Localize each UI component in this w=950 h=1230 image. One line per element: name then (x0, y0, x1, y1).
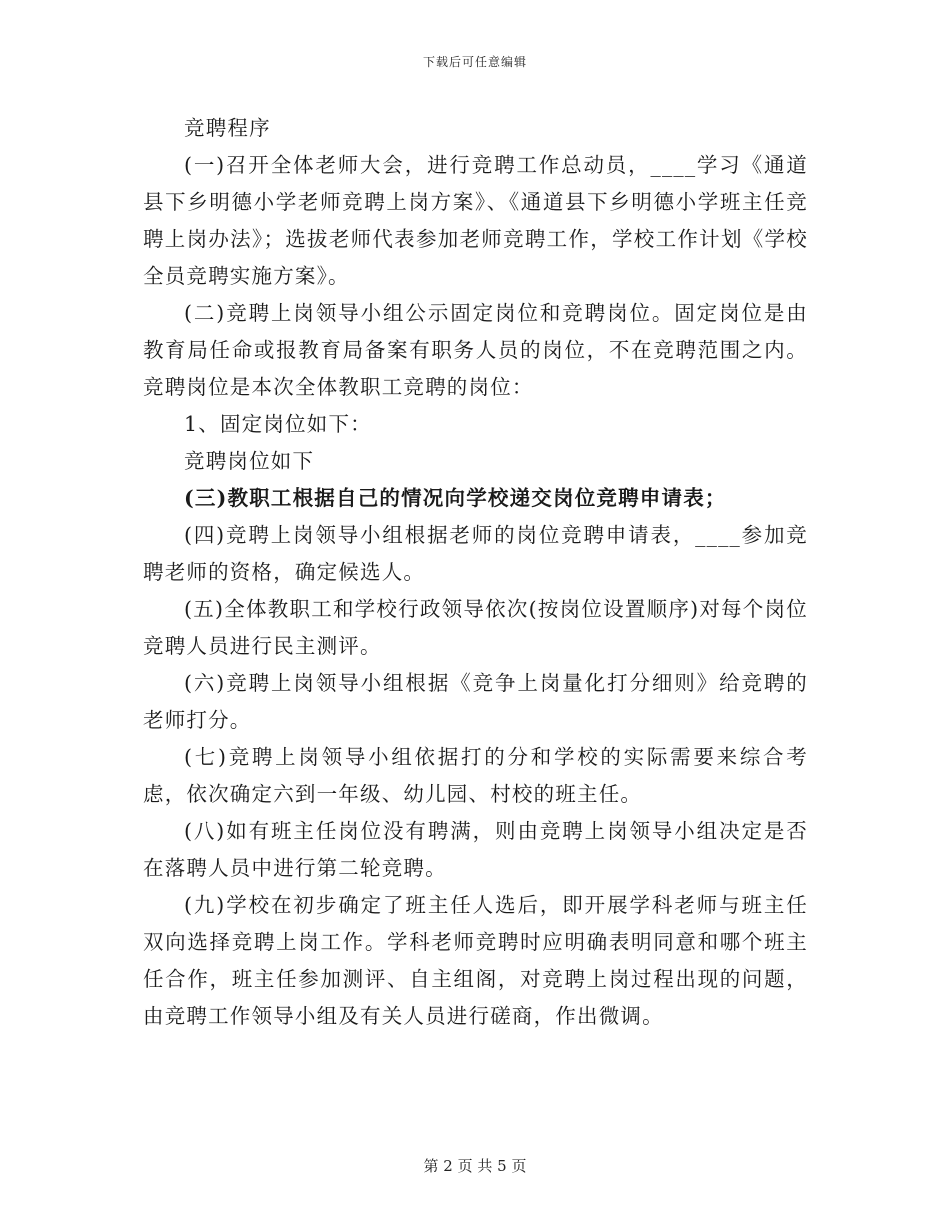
document-body (143, 110, 808, 1035)
paragraph-fixed-posts: 1、固定岗位如下： (184, 412, 372, 436)
page-number: 第 2 页 共 5 页 (423, 1157, 527, 1175)
paragraph-step-3: (三)教职工根据自己的情况向学校递交岗位竞聘申请表； (184, 486, 727, 510)
paragraph-step-9: (九)学校在初步确定了班主任人选后，即开展学科老师与班主任双向选择竞聘上岗工作。学科老师竞聘时应明确表明同意和哪个班主任合作，班主任参加测评、自主组阁，对竞聘上岗过程出现的问题，由竞聘工作领导小组及有关人员进行磋商，作出微调。 (143, 893, 808, 1028)
paragraph-heading: 竞聘程序 (184, 116, 271, 140)
paragraph-competitive-posts: 竞聘岗位如下 (184, 449, 315, 473)
paragraph-step-5: (五)全体教职工和学校行政领导依次(按岗位设置顺序)对每个岗位竞聘人员进行民主测评。 (143, 597, 808, 658)
paragraph-step-8: (八)如有班主任岗位没有聘满，则由竞聘上岗领导小组决定是否在落聘人员中进行第二轮竞聘。 (143, 819, 808, 880)
paragraph-step-2: (二)竞聘上岗领导小组公示固定岗位和竞聘岗位。固定岗位是由教育局任命或报教育局备案有职务人员的岗位，不在竞聘范围之内。竞聘岗位是本次全体教职工竞聘的岗位： (143, 301, 808, 399)
paragraph-step-4: (四)竞聘上岗领导小组根据老师的岗位竞聘申请表，____参加竞聘老师的资格，确定候选人。 (143, 523, 808, 584)
paragraph-step-1: (一)召开全体老师大会，进行竞聘工作总动员，____学习《通道县下乡明德小学老师竞聘上岗方案》、《通道县下乡明德小学班主任竞聘上岗办法》；选拔老师代表参加老师竞聘工作，学校工作计划《学校全员竞聘实施方案》。 (143, 153, 808, 288)
paragraph-step-6: (六)竞聘上岗领导小组根据《竞争上岗量化打分细则》给竞聘的老师打分。 (143, 671, 808, 732)
page-header: 下载后可任意编辑 (422, 55, 527, 69)
paragraph-step-7: (七)竞聘上岗领导小组依据打的分和学校的实际需要来综合考虑，依次确定六到一年级、幼儿园、村校的班主任。 (143, 745, 808, 806)
